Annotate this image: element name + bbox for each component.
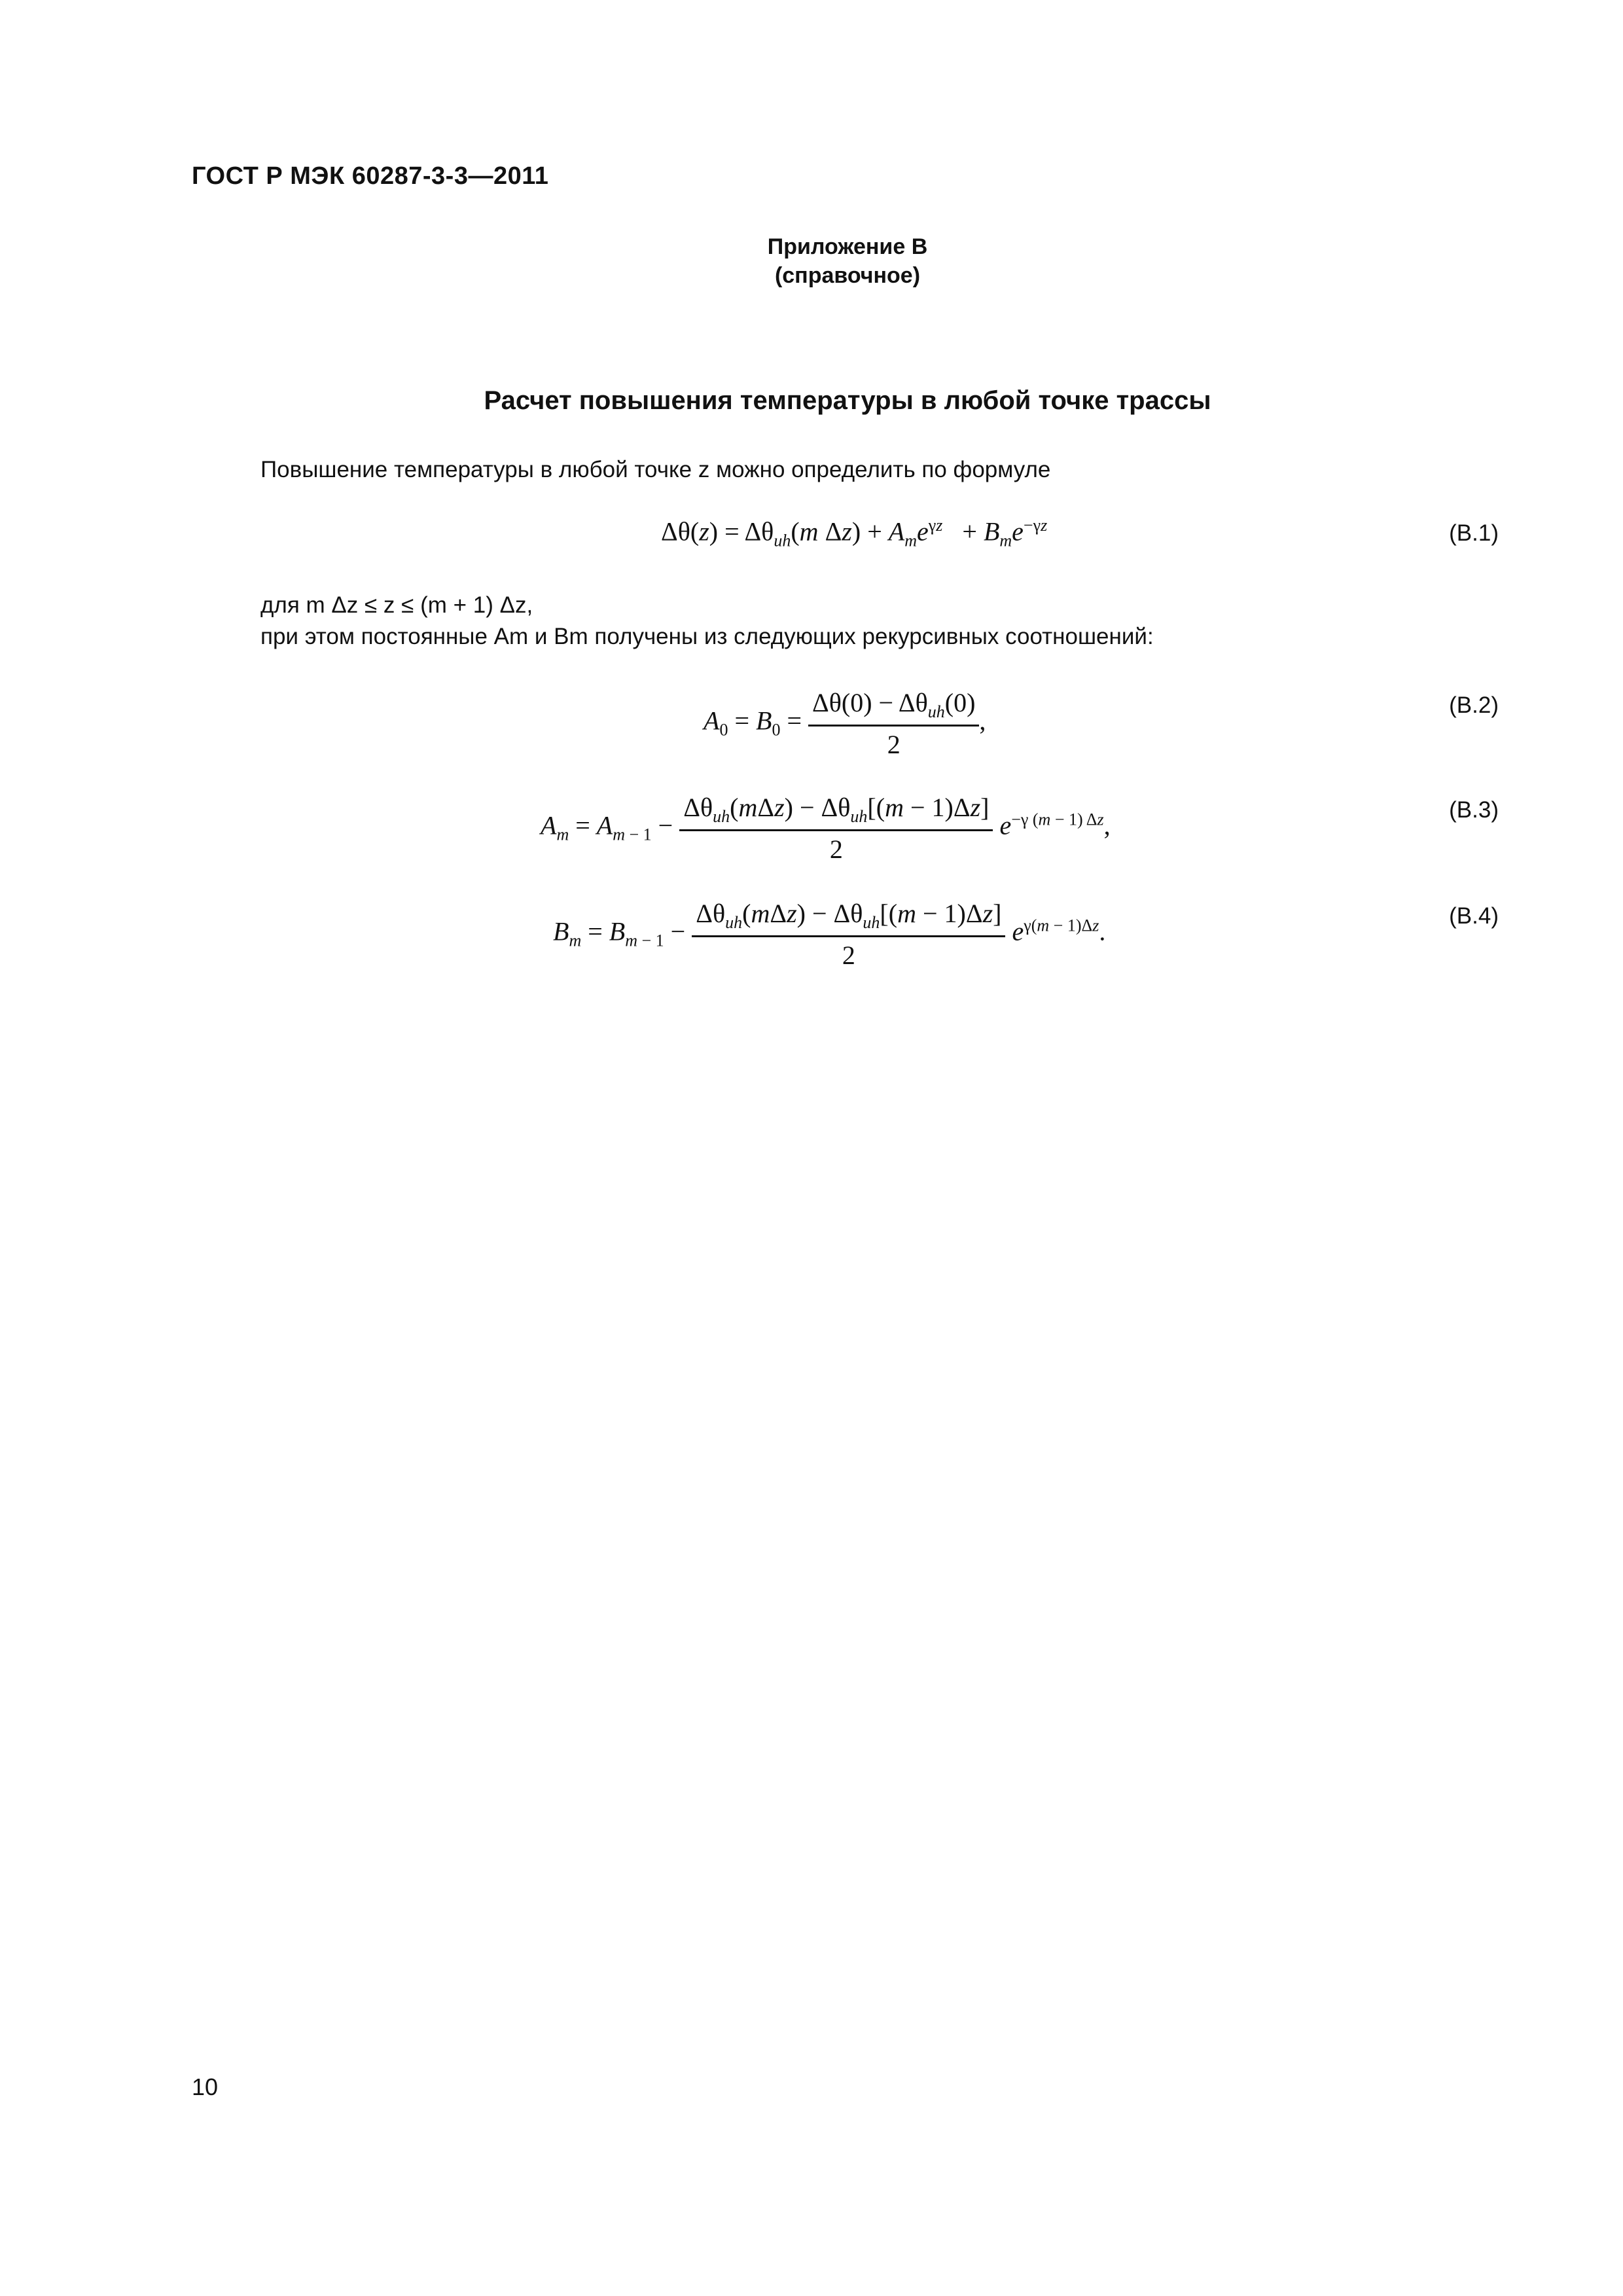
fraction-b2: $\frac{\Delta\theta(0) - \Delta\theta_{uh}(0)}{2}$ bbox=[808, 687, 979, 760]
equation-b3: $A_m = A_{m - 1}$ − $\frac{\Delta\theta_{uh}(m\Delta z) - \Delta\theta_{uh}[(m - 1)\Delta z]}{2}$ $e^{-\gamma (m - 1) \Delta z}$, bbox=[541, 793, 1111, 864]
annex-note: (справочное) bbox=[774, 263, 921, 288]
annex-title: Приложение В bbox=[767, 234, 928, 259]
annex-heading bbox=[0, 232, 1623, 290]
intro-paragraph: Повышение температуры в любой точке z можно определить по формуле bbox=[260, 457, 1051, 482]
section-title: Расчет повышения температуры в любой точке трассы bbox=[484, 386, 1211, 415]
fraction-b3: $\frac{\Delta\theta_{uh}(m\Delta z) - \Delta\theta_{uh}[(m - 1)\Delta z]}{2}$ bbox=[679, 792, 993, 865]
fraction-b4: $\frac{\Delta\theta_{uh}(m\Delta z) - \Delta\theta_{uh}[(m - 1)\Delta z]}{2}$ bbox=[692, 898, 1005, 971]
equation-number-b2: (В.2) bbox=[1449, 692, 1499, 718]
equation-b4: $B_m = B_{m - 1}$ − $\frac{\Delta\theta_{uh}(m\Delta z) - \Delta\theta_{uh}[(m - 1)\Delta z]}{2}$ $e^{\gamma(m - 1)\Delta z}$. bbox=[553, 899, 1106, 970]
constants-paragraph: при этом постоянные Am и Bm получены из следующих рекурсивных соотношений: bbox=[260, 624, 1154, 649]
equation-b2: $A_0 = B_0$ = $\frac{\Delta\theta(0) - \Delta\theta_{uh}(0)}{2}$ , bbox=[704, 688, 986, 759]
equation-b1: $\Delta\theta(z) = \Delta\theta_{uh}(m$ $\Delta z) + A_me^{\gamma z} + B_me^{-\gamma z}$ bbox=[661, 516, 1048, 550]
page-number: 10 bbox=[192, 2073, 219, 2100]
condition-paragraph: для m Δz ≤ z ≤ (m + 1) Δz, bbox=[260, 592, 533, 618]
document-code: ГОСТ Р МЭК 60287-3-3—2011 bbox=[192, 162, 549, 190]
equation-number-b4: (В.4) bbox=[1449, 903, 1499, 929]
equation-number-b3: (В.3) bbox=[1449, 797, 1499, 823]
equation-number-b1: (В.1) bbox=[1449, 520, 1499, 546]
